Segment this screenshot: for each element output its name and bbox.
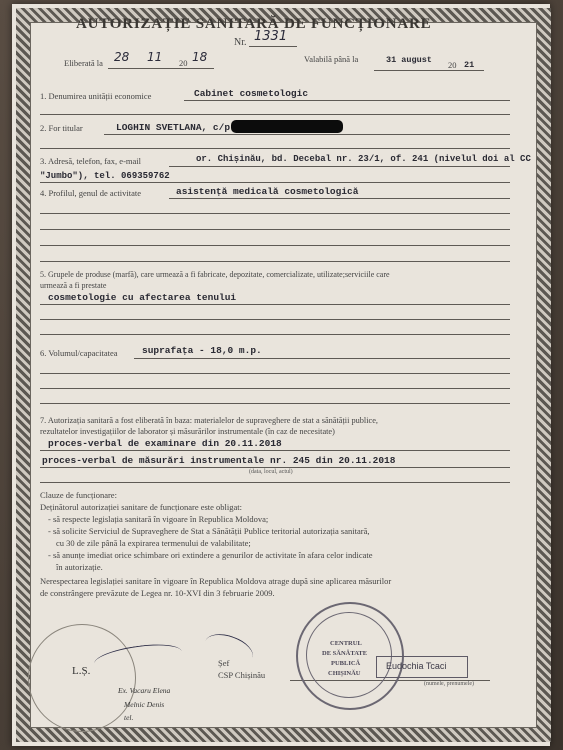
redaction-bar bbox=[231, 120, 343, 133]
field-4-value: asistență medicală cosmetologică bbox=[176, 186, 359, 197]
nr-value: 1331 bbox=[254, 29, 288, 44]
field-6-line bbox=[134, 358, 510, 359]
valid-label: Valabilă până la bbox=[304, 54, 359, 64]
field-7-value-line-1: proces-verbal de examinare din 20.11.2018 bbox=[48, 438, 282, 449]
field-4-line-4 bbox=[40, 245, 510, 246]
field-4-line-5 bbox=[40, 261, 510, 262]
field-5-label-line-2: urmează a fi prestate bbox=[40, 281, 107, 290]
clauses-intro: Deținătorul autorizației sanitare de funcționare este obligat: bbox=[40, 502, 243, 512]
clauses-heading: Clauze de funcționare: bbox=[40, 490, 117, 500]
chief-label-1: Șef bbox=[218, 658, 230, 668]
field-1-label: 1. Denumirea unității economice bbox=[40, 91, 152, 101]
field-1-line bbox=[184, 100, 510, 101]
field-6-value: suprafața - 18,0 m.p. bbox=[142, 345, 262, 356]
clause-item-3-line-2: în autorizație. bbox=[56, 562, 103, 572]
field-7-value-line-2: proces-verbal de măsurări instrumentale nr. 245 din 20.11.2018 bbox=[42, 455, 396, 466]
field-6-label: 6. Volumul/capacitatea bbox=[40, 348, 118, 358]
stamp-text-line-4: CHIȘINĂU bbox=[328, 670, 361, 677]
field-2-value: LOGHIN SVETLANA, c/p bbox=[116, 122, 231, 133]
field-6-line-2 bbox=[40, 373, 510, 374]
stamp-text-line-2: DE SĂNĂTATE bbox=[322, 650, 368, 657]
field-2-line-2 bbox=[40, 148, 510, 149]
clause-item-2-line-2: cu 30 de zile până la expirarea termenului de valabilitate; bbox=[56, 538, 251, 548]
executor-line-3: tel. bbox=[124, 713, 134, 722]
issued-line bbox=[108, 68, 214, 69]
nr-line bbox=[249, 46, 297, 47]
field-5-label-line-1: 5. Grupele de produse (marfă), care urmează a fi fabricate, depozitate, comercializate, utilizate;serviciile care bbox=[40, 270, 390, 279]
field-3-value-line-2: "Jumbo"), tel. 069359762 bbox=[40, 171, 170, 181]
field-2-label: 2. For titular bbox=[40, 123, 83, 133]
seal-ls-text: L.Ș. bbox=[72, 665, 91, 677]
field-1-value: Cabinet cosmetologic bbox=[194, 88, 309, 99]
valid-year: 21 bbox=[464, 60, 475, 70]
field-3-label: 3. Adresă, telefon, fax, e-mail bbox=[40, 156, 142, 166]
field-5-line-3 bbox=[40, 334, 510, 335]
field-5-value: cosmetologie cu afectarea tenului bbox=[48, 292, 237, 303]
nr-label: Nr. bbox=[234, 37, 247, 48]
field-7-line-3 bbox=[40, 482, 510, 483]
field-7-line-2 bbox=[40, 467, 510, 468]
chief-name-hint: (numele, prenumele) bbox=[424, 681, 474, 687]
chief-name: Eudochia Tcaci bbox=[386, 661, 447, 671]
valid-year-prefix: 20 bbox=[448, 60, 457, 70]
field-7-label-line-1: 7. Autorizația sanitară a fost eliberată în baza: materialelor de supraveghere de stat a sănătății publice, bbox=[40, 416, 378, 425]
field-2-line bbox=[104, 134, 510, 135]
authorization-document bbox=[34, 14, 531, 734]
field-6-line-4 bbox=[40, 403, 510, 404]
clauses-footer-line-1: Nerespectarea legislației sanitare în vigoare în Republica Moldova atrage după sine aplicarea măsurilor bbox=[40, 576, 392, 586]
chief-label-2: CSP Chișinău bbox=[218, 670, 266, 680]
field-1-line-2 bbox=[40, 114, 510, 115]
issued-label: Eliberată la bbox=[64, 58, 103, 68]
issued-day: 28 bbox=[114, 50, 130, 64]
issued-year-prefix: 20 bbox=[179, 58, 188, 68]
field-4-line-2 bbox=[40, 213, 510, 214]
document-title: AUTORIZAȚIE SANITARĂ DE FUNCȚIONARE bbox=[76, 16, 432, 32]
field-7-label-line-2: rezultatelor investigațiilor de laborator și măsurărilor instrumentale (în caz de necesitate) bbox=[40, 427, 335, 436]
stamp-text-line-3: PUBLICĂ bbox=[331, 660, 361, 667]
valid-line bbox=[374, 70, 484, 71]
field-4-line-3 bbox=[40, 229, 510, 230]
field-3-line-2 bbox=[40, 182, 510, 183]
valid-date: 31 august bbox=[386, 55, 432, 65]
executor-line-2: Melnic Denis bbox=[124, 700, 165, 709]
stamp-text-line-1: CENTRUL bbox=[330, 640, 362, 647]
clause-item-2-line-1: - să solicite Serviciul de Supraveghere de Stat a Sănătății Publice teritorial autorizația sanitară, bbox=[48, 526, 370, 536]
clauses-footer-line-2: de constrângere prevăzute de Legea nr. 10-XVI din 3 februarie 2009. bbox=[40, 588, 275, 598]
seal-placeholder bbox=[28, 624, 136, 732]
field-7-line bbox=[40, 450, 510, 451]
field-3-value-line-1: or. Chișinău, bd. Decebal nr. 23/1, of. 241 (nivelul doi al CC bbox=[196, 154, 531, 164]
field-6-line-3 bbox=[40, 388, 510, 389]
clause-item-3-line-1: - să anunțe imediat orice schimbare ori extindere a genurilor de activitate în afara celor indicate bbox=[48, 550, 373, 560]
field-5-line bbox=[40, 304, 510, 305]
executor-line-1: Ex. Vacaru Elena bbox=[118, 686, 171, 695]
field-7-hint: (data, locul, actul) bbox=[249, 469, 293, 475]
issued-year: 18 bbox=[192, 50, 208, 64]
field-4-label: 4. Profilul, genul de activitate bbox=[40, 188, 142, 198]
issued-month: 11 bbox=[147, 50, 163, 64]
clause-item-1: - să respecte legislația sanitară în vigoare în Republica Moldova; bbox=[48, 514, 269, 524]
field-4-line bbox=[169, 198, 510, 199]
field-5-line-2 bbox=[40, 319, 510, 320]
field-3-line bbox=[169, 166, 510, 167]
